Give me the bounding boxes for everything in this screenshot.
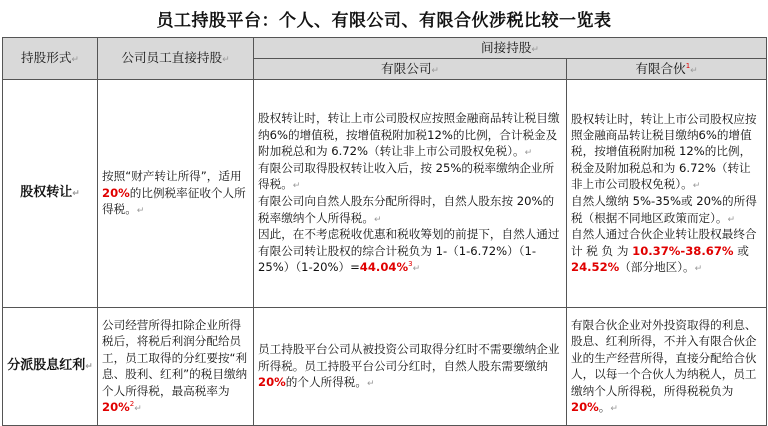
cell-dividend-direct [98,307,254,425]
text: 的个人所得税。 [285,375,367,390]
cell-transfer-lp [567,79,767,307]
highlight-rate: 20% [258,375,286,390]
highlight-rate: 20% [102,185,130,200]
header-direct-label: 公司员工直接持股 [121,50,223,66]
header-lp [567,58,767,79]
paragraph [258,110,562,160]
footnote-marker: 2 [129,400,135,409]
text: 股权转让时，转让上市公司股权应按照金融商品转让税目缴纳6%的增值税，按增值税附加税 12%的比例，税金及附加税总和为 6.72%（转让非上市公司股权免税）。 [571,111,757,192]
return-mark-icon: ↵ [610,404,618,414]
cell-transfer-direct [98,79,254,307]
return-mark-icon: ↵ [431,65,439,76]
return-mark-icon: ↵ [71,55,79,66]
text: 。 [598,400,611,414]
return-mark-icon: ↵ [85,362,93,373]
row-label-dividend-text: 分派股息红利 [7,358,86,374]
header-ltd [254,58,567,79]
return-mark-icon: ↵ [134,404,142,414]
text: （部分地区）。 [619,260,695,275]
return-mark-icon: ↵ [373,214,382,225]
page-title: 员工持股平台：个人、有限公司、有限合伙涉税比较一览表 [156,11,612,31]
header-direct [98,38,254,80]
return-mark-icon: ↵ [727,214,736,225]
text: 自然人缴纳 5%-35%或 20%的所得税（根据不同地区政策而定）。 [571,194,757,225]
cell-dividend-lp [567,307,767,425]
highlight-rate: 20% [102,400,130,414]
paragraph [571,226,762,276]
paragraph [258,226,562,276]
paragraph [571,193,762,226]
text: 按照“财产转让所得”，适用 [102,169,242,184]
header-indirect [254,38,767,59]
text: 有限公司取得股权转让收入后，按 25%的税率缴纳企业所得税。 [258,161,555,192]
return-mark-icon: ↵ [694,264,703,275]
text: 有限合伙企业对外投资取得的利息、股息、红利所得，不并入有限合伙企业的生产经营所得，直接分配给合伙人，以每一个合伙人为纳税人，员工缴纳个人所得税，所得税税负为 [571,317,757,398]
cell-dividend-ltd [254,307,567,425]
cell-transfer-ltd [254,79,567,307]
highlight-rate: 24.52% [571,260,620,275]
text: 有限公司向自然人股东分配所得时，自然人股东按 20%的税率缴纳个人所得税。 [258,194,555,225]
text: 自然人通过合伙企业转让股权最终合 计 税 负 为 [571,227,757,258]
header-lp-label: 有限合伙 [635,60,686,76]
text: 公司经营所得扣除企业所得税后，将税后利润分配给员工，员工取得的分红要按“利息、股利、红利”的税目缴纳个人所得税，最高税率为 [102,317,248,398]
return-mark-icon: ↵ [531,45,539,55]
return-mark-icon: ↵ [366,379,375,390]
return-mark-icon: ↵ [692,181,701,192]
row-label-transfer-text: 股权转让 [20,185,73,201]
paragraph [258,193,562,226]
return-mark-icon: ↵ [412,264,421,275]
text: 因此，在不考虑税收优惠和税收筹划的前提下，自然人通过有限公司转让股权的综合计税负为 1-（1-6.72%）（1-25%）（1-20%）= [258,227,560,275]
header-form-label: 持股形式 [21,50,72,66]
return-mark-icon: ↵ [72,189,80,200]
return-mark-icon: ↵ [690,65,698,76]
highlight-rate: 10.37%-38.67% [632,243,734,258]
text: 员工持股平台公司从被投资公司取得分红时不需要缴纳企业所得税。员工持股平台公司分红时，自然人股东需要缴纳 [258,342,560,373]
text: 的比例税率征收个人所得税。 [102,185,246,217]
text: 股权转让时，转让上市公司股权应按照金融商品转让税目缴纳6%的增值税，按增值税附加税12%的比例，合计税金及附加税总和为 6.72%（转让非上市公司股权免税）。 [258,111,560,159]
row-label-dividend [3,307,98,425]
highlight-rate: 20% [571,400,599,414]
text: 或 [733,243,749,258]
return-mark-icon: ↵ [136,206,145,217]
return-mark-icon: ↵ [292,181,301,192]
header-indirect-label: 间接持股 [481,40,532,55]
paragraph [258,160,562,193]
highlight-result: 44.04% [359,260,409,275]
return-mark-icon: ↵ [222,55,230,66]
paragraph [571,111,762,194]
header-form [3,38,98,80]
footnote-marker: 1 [685,61,691,70]
header-ltd-label: 有限公司 [381,60,432,76]
tax-comparison-table [2,37,767,426]
return-mark-icon: ↵ [524,148,533,159]
row-label-transfer [3,79,98,307]
footnote-marker: 3 [408,260,413,269]
